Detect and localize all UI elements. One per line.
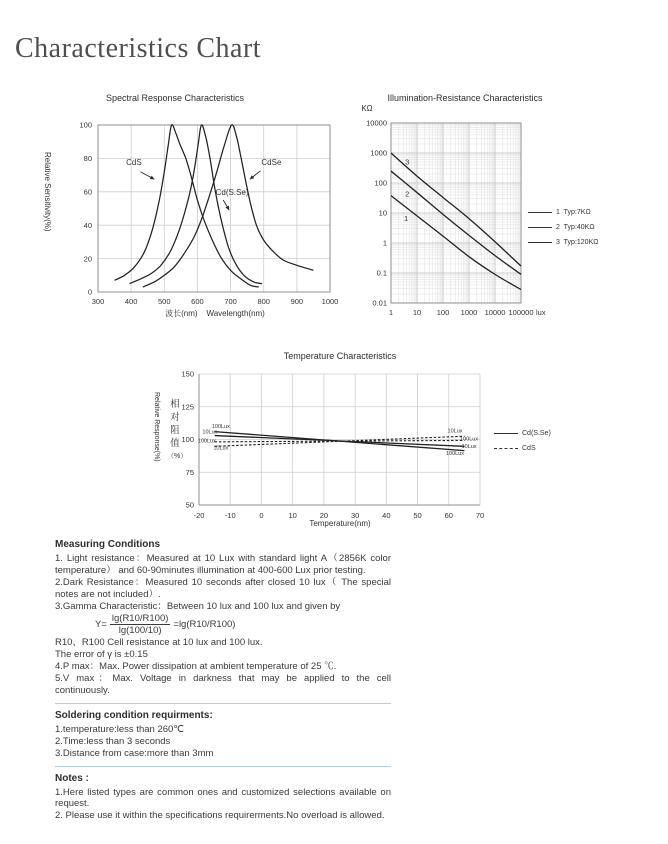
svg-text:100Lux: 100Lux xyxy=(211,424,230,431)
measuring-item-4: R10、R100 Cell resistance at 10 lux and 100 lux. xyxy=(55,637,263,649)
legend-line-icon xyxy=(528,212,552,213)
measuring-item-2: 2.Dark Resistance：Measured 10 seconds after closed 10 lux（ The special notes are not included）. xyxy=(55,576,391,600)
temperature-chart-plot xyxy=(150,362,538,532)
legend-label: 2 Typ:40KΩ xyxy=(556,223,595,231)
svg-text:1: 1 xyxy=(388,308,394,317)
legend-dashed-line-icon xyxy=(494,448,518,449)
cn-char: 相 xyxy=(170,399,180,410)
legend-item xyxy=(494,428,551,438)
svg-text:10: 10 xyxy=(378,208,387,218)
illumination-chart-title: Illumination-Resistance Characteristics xyxy=(387,93,543,103)
svg-text:10Lux: 10Lux xyxy=(447,428,463,435)
spectral-y-axis-label: Relative Sensitivity(%) xyxy=(43,152,52,232)
svg-text:1: 1 xyxy=(403,213,409,223)
illumination-chart-plot xyxy=(350,112,668,322)
illumination-y-unit-label: KΩ xyxy=(361,104,373,113)
svg-text:-20: -20 xyxy=(193,511,205,520)
svg-text:3: 3 xyxy=(405,157,410,167)
svg-text:1000: 1000 xyxy=(460,308,478,317)
notes-item-2: 2. Please use it within the specifications requirerments.No overload is allowed. xyxy=(55,810,385,822)
cn-char: 值 xyxy=(170,438,180,449)
temperature-y-axis-label-en: Relative Response(%) xyxy=(153,392,160,462)
svg-text:300: 300 xyxy=(91,297,105,306)
svg-text:100: 100 xyxy=(181,435,194,445)
svg-text:Cd(S.Se): Cd(S.Se) xyxy=(215,188,249,198)
legend-line-icon xyxy=(528,242,552,243)
formula-numerator: lg(R10/R100) xyxy=(111,613,169,625)
legend-label: 1 Typ:7KΩ xyxy=(556,208,591,216)
svg-text:0: 0 xyxy=(259,511,264,520)
svg-text:80: 80 xyxy=(83,154,92,164)
spectral-chart-title: Spectral Response Characteristics xyxy=(105,93,245,103)
svg-text:2: 2 xyxy=(405,189,410,199)
svg-text:60: 60 xyxy=(444,511,453,520)
svg-text:0.1: 0.1 xyxy=(376,268,387,278)
svg-text:60: 60 xyxy=(83,187,92,197)
svg-text:500: 500 xyxy=(158,297,171,306)
notes-heading: Notes : xyxy=(55,772,89,784)
svg-text:-10: -10 xyxy=(224,511,236,520)
gamma-formula xyxy=(95,613,391,636)
cn-char: 阻 xyxy=(170,425,180,436)
soldering-heading: Soldering condition requirments: xyxy=(55,709,213,721)
svg-text:125: 125 xyxy=(181,402,194,412)
svg-text:1000: 1000 xyxy=(321,297,339,306)
svg-text:0.01: 0.01 xyxy=(372,298,387,308)
spectral-chart-plot xyxy=(30,104,342,318)
legend-item xyxy=(528,207,598,217)
formula-denominator: lg(100/10) xyxy=(118,625,162,637)
temperature-legend xyxy=(494,428,551,458)
svg-text:30: 30 xyxy=(350,511,360,520)
svg-text:lux: lux xyxy=(536,308,546,317)
svg-text:1000: 1000 xyxy=(370,148,387,158)
svg-text:100: 100 xyxy=(436,308,450,317)
soldering-item-1: 1.temperature:less than 260℃ xyxy=(55,723,184,735)
svg-text:10000: 10000 xyxy=(484,308,506,317)
svg-text:40: 40 xyxy=(83,220,92,230)
svg-text:900: 900 xyxy=(290,297,304,306)
legend-item xyxy=(528,237,598,247)
section-divider xyxy=(55,766,391,767)
section-divider xyxy=(55,703,391,704)
svg-text:40: 40 xyxy=(382,511,391,520)
measuring-item-5: The error of γ is ±0.15 xyxy=(55,649,148,661)
svg-text:100Lux: 100Lux xyxy=(197,438,216,445)
measuring-item-1: 1. Light resistance：Measured at 10 Lux with standard light A（2856K color temperature） and 60-90minutes illumination at 400-600 Lux prior testing. xyxy=(55,552,391,576)
measuring-conditions-heading: Measuring Conditions xyxy=(55,539,160,550)
legend-label: Cd(S.Se) xyxy=(522,429,551,437)
illumination-legend xyxy=(528,207,598,252)
svg-text:100Lux: 100Lux xyxy=(460,436,479,443)
measuring-item-3: 3.Gamma Characteristic：Between 10 lux and 100 lux and given by xyxy=(55,600,341,612)
svg-text:10: 10 xyxy=(288,511,297,520)
svg-text:100: 100 xyxy=(79,120,92,130)
legend-solid-line-icon xyxy=(494,433,518,434)
svg-text:10Lux: 10Lux xyxy=(213,445,229,452)
svg-text:20: 20 xyxy=(319,511,329,520)
svg-text:100000: 100000 xyxy=(508,308,534,317)
svg-text:100Lux: 100Lux xyxy=(445,450,465,457)
svg-text:100: 100 xyxy=(374,178,387,188)
text-column xyxy=(55,539,391,822)
soldering-item-2: 2.Time:less than 3 seconds xyxy=(55,735,171,747)
formula-fraction xyxy=(110,613,171,636)
cn-char: 对 xyxy=(170,412,180,423)
svg-text:70: 70 xyxy=(475,511,485,520)
svg-text:10000: 10000 xyxy=(366,118,387,128)
svg-text:75: 75 xyxy=(185,467,194,477)
svg-text:600: 600 xyxy=(191,297,204,306)
svg-text:400: 400 xyxy=(124,297,138,306)
legend-item xyxy=(494,443,551,453)
svg-text:50: 50 xyxy=(185,500,194,510)
spectral-x-axis-label: 波长(nm) Wavelength(nm) xyxy=(165,309,265,318)
legend-line-icon xyxy=(528,227,552,228)
svg-text:10Lux: 10Lux xyxy=(461,443,477,450)
measuring-item-7: 5.V max：Max. Voltage in darkness that may be applied to the cell continuously. xyxy=(55,673,391,697)
cn-percent: （%） xyxy=(167,453,188,460)
soldering-item-3: 3.Distance from case:more than 3mm xyxy=(55,747,214,759)
svg-text:0: 0 xyxy=(87,287,92,297)
svg-text:150: 150 xyxy=(181,369,194,379)
notes-item-1: 1.Here listed types are common ones and customized selections available on request. xyxy=(55,786,391,810)
temperature-x-axis-label: Temperature(nm) xyxy=(309,519,371,528)
svg-text:20: 20 xyxy=(83,254,92,264)
legend-label: 3 Typ:120KΩ xyxy=(556,238,599,246)
svg-text:10Lux: 10Lux xyxy=(202,429,218,436)
svg-text:800: 800 xyxy=(257,297,270,306)
svg-text:CdSe: CdSe xyxy=(261,158,282,168)
measuring-item-6: 4.P max：Max. Power dissipation at ambient temperature of 25 ℃. xyxy=(55,661,337,673)
svg-text:CdS: CdS xyxy=(126,158,142,168)
page-title: Characteristics Chart xyxy=(15,33,262,64)
temperature-chart-title: Temperature Characteristics xyxy=(283,351,397,361)
svg-text:50: 50 xyxy=(413,511,422,520)
formula-rhs: =lg(R10/R100) xyxy=(173,618,236,630)
formula-lhs: Y= xyxy=(95,618,107,630)
legend-item xyxy=(528,222,598,232)
svg-text:700: 700 xyxy=(224,297,237,306)
svg-text:1: 1 xyxy=(382,238,387,248)
legend-label: CdS xyxy=(522,444,536,452)
svg-text:10: 10 xyxy=(412,308,422,317)
